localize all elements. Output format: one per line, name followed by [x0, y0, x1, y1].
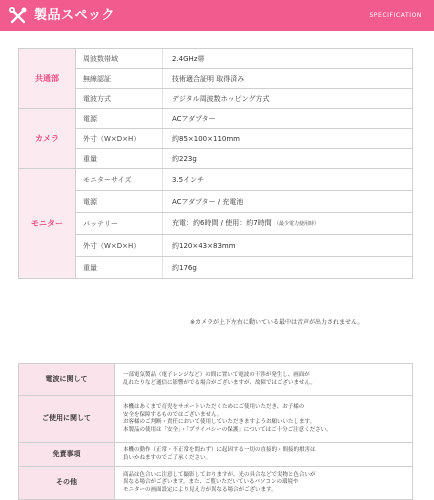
spec-row [19, 191, 413, 213]
spec-label: 電波方式 [76, 89, 163, 109]
spec-row [19, 129, 413, 149]
spec-value: デジタル周波数ホッピング方式 [163, 89, 413, 109]
spec-value: ACアダプター [163, 109, 413, 129]
spec-label: 電源 [76, 191, 163, 213]
spec-row [19, 213, 413, 235]
notes-line: 負いかねますのでご了承ください。 [123, 454, 212, 461]
spec-row [19, 235, 413, 257]
spec-label: 外寸（W×D×H） [76, 235, 163, 257]
notes-line: 商品は色合いに注意して撮影しておりますが、光の具合などで実物と色合いが [123, 471, 316, 478]
spec-value: 3.5インチ [163, 169, 413, 191]
spec-group-monitor: モニター [19, 169, 76, 279]
notes-row [19, 443, 413, 467]
spec-value: 約176g [163, 257, 413, 279]
spec-label: バッテリー [76, 213, 163, 235]
spec-label: 外寸（W×D×H） [76, 129, 163, 149]
spec-value: 約120×43×83mm [163, 235, 413, 257]
header-bar [0, 0, 434, 31]
notes-heading-usage: ご使用に関して [19, 396, 115, 443]
spec-row [19, 149, 413, 169]
notes-heading-radio: 電波に関して [19, 364, 115, 396]
spec-group-camera: カメラ [19, 109, 76, 169]
notes-heading-other: その他 [19, 467, 115, 500]
notes-text [115, 396, 413, 443]
notes-text [115, 364, 413, 396]
notes-row [19, 364, 413, 396]
battery-value: 充電：約6時間 / 使用：約7時間 [172, 219, 272, 227]
notes-line: 本機はあくまで育児をサポートいただくためにご使用いただき、お子様の [123, 404, 305, 410]
notes-line: お客様のご判断・責任において使用していただきますようお願いいたします。 [123, 419, 316, 425]
spec-row [19, 257, 413, 279]
notes-line: 異なる場合がございます。また、ご覧いただいているパソコンの環境や [123, 479, 299, 486]
spec-value: 技術適合証明 取得済み [163, 69, 413, 89]
spec-value: 2.4GHz帯 [163, 49, 413, 69]
spec-row [19, 89, 413, 109]
notes-line: 本機の動作（正常・不正常を問わず）に起因する一切の直接的・間接的損害は [123, 447, 316, 453]
wrench-screwdriver-icon [8, 6, 28, 26]
spec-value: 約223g [163, 149, 413, 169]
notes-heading-disclaimer: 免責事項 [19, 443, 115, 467]
spec-row [19, 49, 413, 69]
notes-text [115, 443, 413, 467]
page-title: 製品スペック [34, 8, 116, 23]
spec-footnote: ※カメラが上下左右に動いている最中は音声が出力されません。 [190, 319, 364, 326]
spec-value [163, 213, 413, 235]
spec-label: 電源 [76, 109, 163, 129]
spec-label: 重量 [76, 257, 163, 279]
notes-line: 一部電気製品（電子レンジなど）の間に置いて電波の干渉が発生し、画面が [123, 372, 310, 378]
notes-line: 乱れたりなど通信に影響がでる場合がございますが、故障ではございません。 [123, 379, 316, 386]
spec-label: モニターサイズ [76, 169, 163, 191]
battery-note: （最少電力使用時） [273, 221, 319, 227]
spec-label: 無線認証 [76, 69, 163, 89]
spec-value: ACアダプター / 充電池 [163, 191, 413, 213]
notes-table [18, 363, 413, 500]
spec-row [19, 109, 413, 129]
spec-row [19, 69, 413, 89]
notes-line: モニターの画面設定により見え方が異なる場合がございます。 [123, 486, 277, 493]
spec-label: 周波数帯域 [76, 49, 163, 69]
notes-text [115, 467, 413, 500]
spec-row [19, 169, 413, 191]
spec-value: 約85×100×110mm [163, 129, 413, 149]
spec-group-common: 共通部 [19, 49, 76, 109]
notes-row [19, 467, 413, 500]
notes-line: 本製品の使用は「安全」・「プライバシーの保護」についてはご十分ご注意ください。 [123, 426, 332, 433]
notes-row [19, 396, 413, 443]
page-subtitle: SPECIFICATION [369, 12, 422, 19]
spec-table [18, 48, 413, 279]
spec-label: 重量 [76, 149, 163, 169]
notes-line: 安全を保障するものではございません。 [123, 411, 223, 418]
